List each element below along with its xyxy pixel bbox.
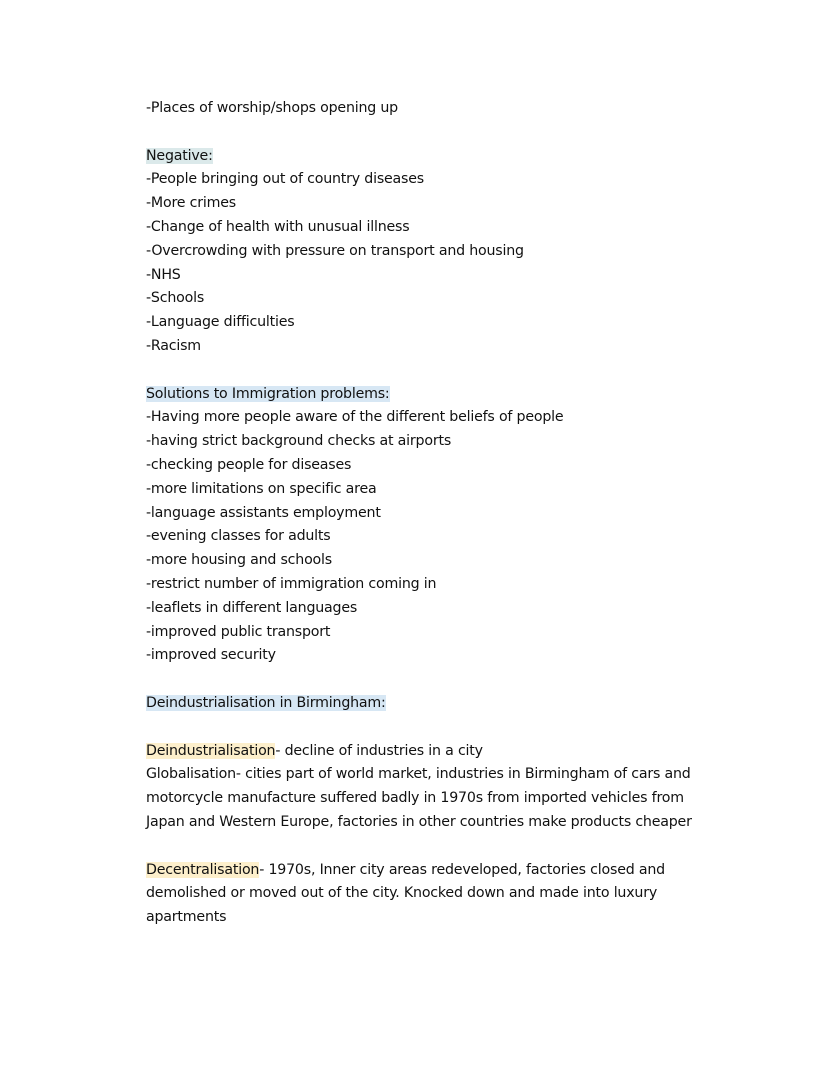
list-item: -checking people for diseases (146, 456, 352, 473)
globalisation-line: Globalisation- cities part of world market, industries in Birmingham of cars and (146, 766, 691, 783)
solutions-heading: Solutions to Immigration problems: (146, 385, 390, 402)
decentralisation-line: demolished or moved out of the city. Knocked down and made into luxury (146, 885, 658, 902)
list-item: -more housing and schools (146, 552, 332, 569)
list-item: -improved public transport (146, 623, 331, 640)
solutions-list (146, 406, 746, 668)
intro-line: -Places of worship/shops opening up (146, 100, 398, 116)
negative-heading: Negative: (146, 147, 213, 164)
list-item: -evening classes for adults (146, 528, 331, 545)
negative-list (146, 168, 746, 358)
list-item: -Overcrowding with pressure on transport and housing (146, 242, 524, 259)
list-item: -more limitations on specific area (146, 480, 377, 497)
list-item: -improved security (146, 647, 276, 664)
decentralisation-definition (146, 859, 746, 883)
list-item: -People bringing out of country diseases (146, 171, 424, 188)
list-item: -language assistants employment (146, 504, 381, 521)
term-deindustrialisation: Deindustrialisation (146, 742, 276, 759)
globalisation-line: motorcycle manufacture suffered badly in 1970s from imported vehicles from (146, 790, 684, 807)
definition-text: - decline of industries in a city (275, 742, 483, 759)
list-item: -Having more people aware of the different beliefs of people (146, 409, 564, 426)
decentralisation-line: apartments (146, 909, 227, 926)
list-item: -Racism (146, 337, 201, 354)
document-page (146, 97, 746, 930)
list-item: -Language difficulties (146, 314, 295, 331)
list-item: -Schools (146, 290, 205, 307)
list-item: -NHS (146, 266, 181, 283)
list-item: -restrict number of immigration coming in (146, 575, 437, 592)
globalisation-line: Japan and Western Europe, factories in other countries make products cheaper (146, 813, 692, 830)
list-item: -leaflets in different languages (146, 599, 358, 616)
deindustrialisation-definition (146, 740, 746, 764)
list-item: -having strict background checks at airports (146, 433, 452, 450)
list-item: -Change of health with unusual illness (146, 218, 410, 235)
deindustrialisation-heading: Deindustrialisation in Birmingham: (146, 694, 386, 711)
definition-text: - 1970s, Inner city areas redeveloped, factories closed and (259, 861, 665, 878)
term-decentralisation: Decentralisation (146, 861, 260, 878)
list-item: -More crimes (146, 195, 236, 212)
